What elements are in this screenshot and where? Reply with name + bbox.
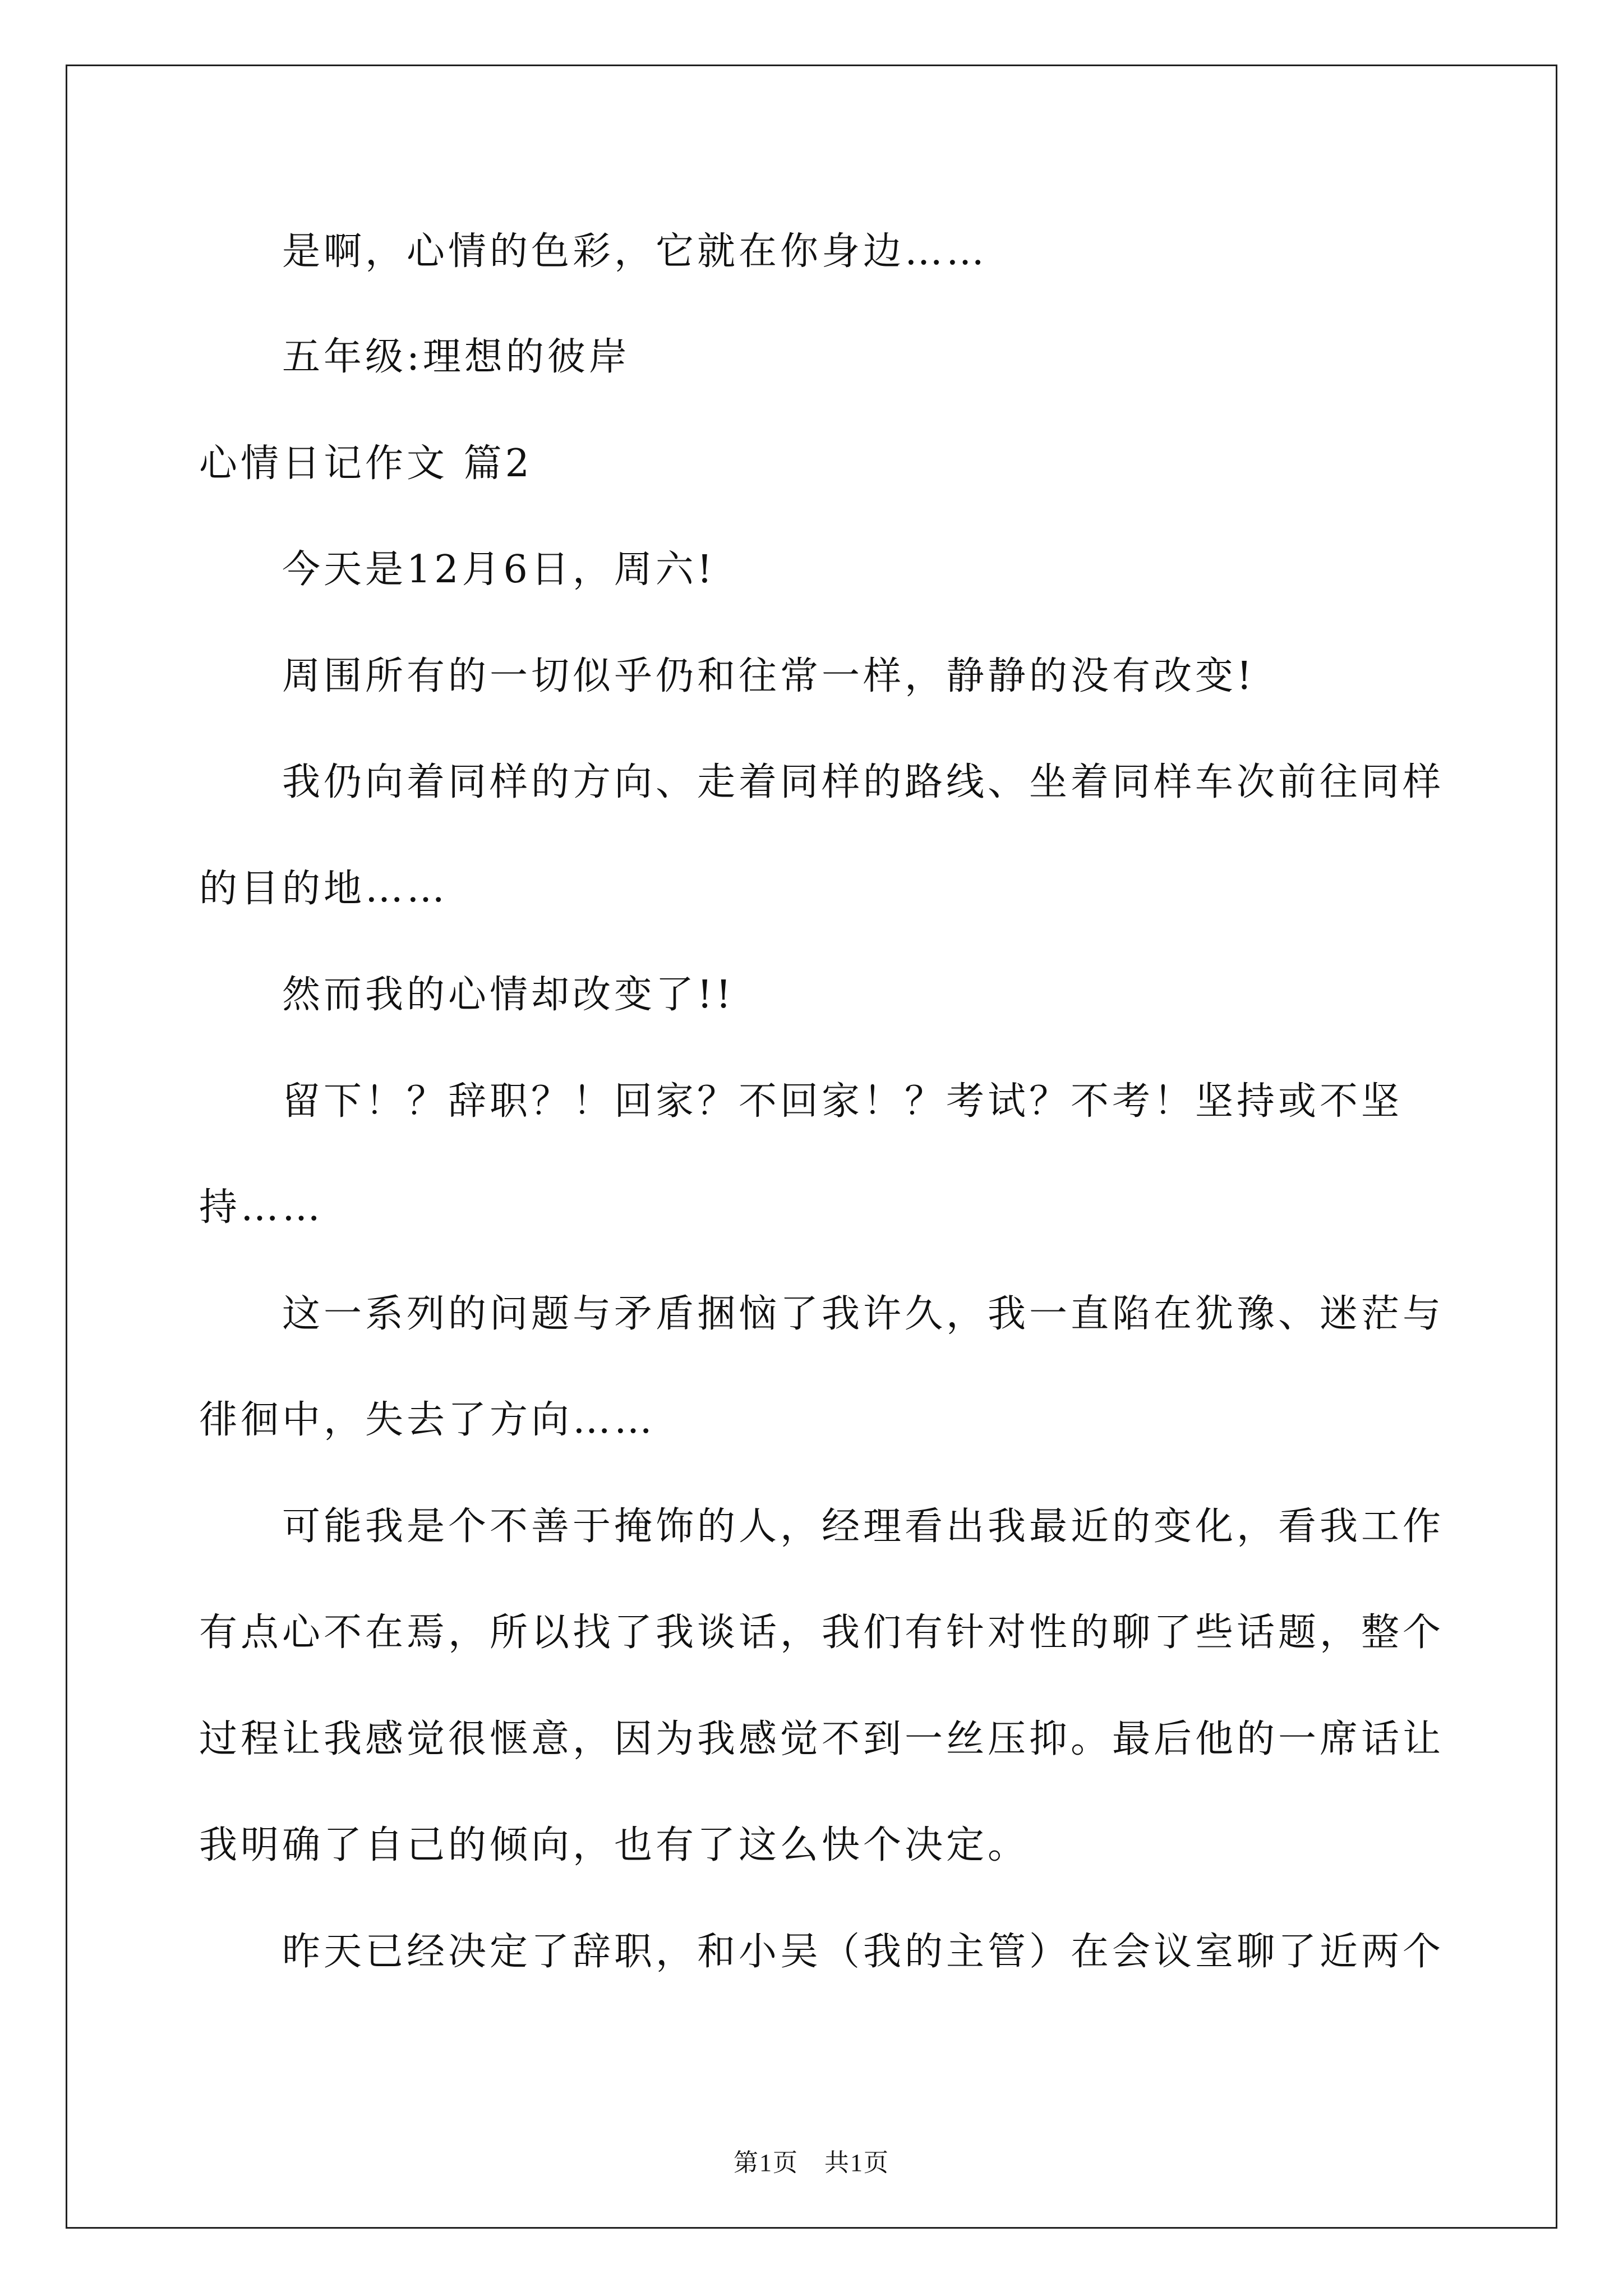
paragraph-line: 可能我是个不善于掩饰的人，经理看出我最近的变化，看我工作 (282, 1504, 1445, 1549)
paragraph-line: 周围所有的一切似乎仍和往常一样，静静的没有改变! (282, 654, 1256, 698)
paragraph-line: 徘徊中，失去了方向…… (199, 1398, 656, 1442)
page-border (66, 65, 1557, 2229)
paragraph-line: 过程让我感觉很惬意，因为我感觉不到一丝压抑。最后他的一席话让 (199, 1717, 1445, 1761)
paragraph-line: 我仍向着同样的方向、走着同样的路线、坐着同样车次前往同样 (282, 760, 1445, 804)
paragraph-line: 的目的地…… (199, 867, 449, 911)
paragraph-line: 然而我的心情却改变了!! (282, 973, 735, 1017)
paragraph-line: 这一系列的问题与矛盾捆恼了我许久，我一直陷在犹豫、迷茫与 (282, 1292, 1445, 1336)
section-heading: 心情日记作文 篇2 (199, 441, 533, 486)
paragraph-line: 五年级:理想的彼岸 (282, 335, 630, 379)
page-number-footer: 第1页 共1页 (734, 2149, 889, 2177)
paragraph-line: 我明确了自己的倾向，也有了这么快个决定。 (199, 1823, 1030, 1867)
paragraph-line: 今天是12月6日，周六! (282, 547, 716, 592)
paragraph-line: 有点心不在焉，所以找了我谈话，我们有针对性的聊了些话题，整个 (199, 1611, 1445, 1655)
paragraph-line: 持…… (199, 1185, 324, 1230)
paragraph-line: 留下！？辞职？！回家？不回家！？考试？不考！坚持或不坚 (282, 1079, 1403, 1124)
paragraph-line: 昨天已经决定了辞职，和小吴（我的主管）在会议室聊了近两个 (282, 1930, 1445, 1974)
paragraph-line: 是啊，心情的色彩，它就在你身边…… (282, 229, 988, 274)
